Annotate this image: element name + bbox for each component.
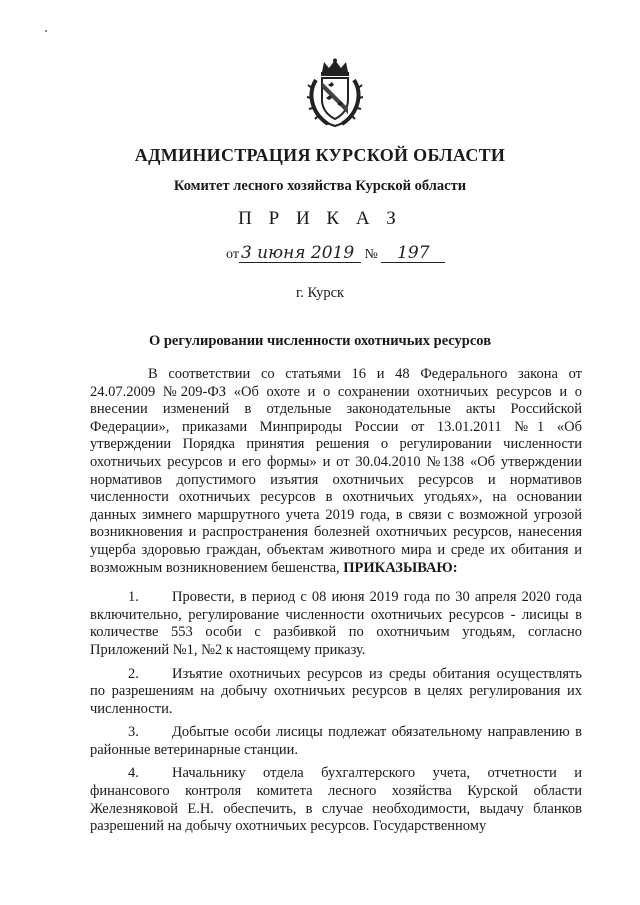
order-item [90, 666, 582, 719]
preamble-text: В соответствии со статьями 16 и 48 Федерального закона от 24.07.2009 №209-ФЗ «Об охоте и о сохранении охотничьих ресурсов и о внесении изменений в отдельные законодательные акты Российской Федерации», приказами Минприроды России от 13.01.2011 №1 «Об утверждении Порядка принятия решения о регулировании численности охотничьих ресурсов и его формы» и от 30.04.2010 №138 «Об утверждении нормативов допустимого изъятия охотничьих ресурсов и нормативов численности охотничьих ресурсов в охотничьих угодьях», на основании данных зимнего маршрутного учета 2019 года, в связи с возможной угрозой возникновения и распространения болезней охотничьих ресурсов, нанесения ущерба здоровью граждан, объектам животного мира и среде их обитания и возможным возникновением бешенства, [90, 366, 582, 576]
handwritten-date: 3 июня 2019 [239, 244, 361, 263]
order-body [90, 366, 582, 842]
scan-speck [45, 30, 47, 32]
order-item [90, 765, 582, 835]
city: г. Курск [295, 285, 345, 301]
item-number: 1. [128, 589, 139, 606]
date-prefix: от [226, 247, 239, 262]
document-type: П Р И К А З [238, 208, 402, 229]
organization-title: АДМИНИСТРАЦИЯ КУРСКОЙ ОБЛАСТИ [134, 145, 506, 165]
number-sign: № [364, 247, 378, 262]
order-subject: О регулировании численности охотничьих ресурсов [148, 333, 492, 349]
date-number-line [226, 244, 445, 263]
order-item [90, 589, 582, 659]
item-number: 2. [128, 665, 139, 682]
item-text: Добытые особи лисицы подлежат обязательному направлению в районные ветеринарные станции. [90, 724, 582, 758]
item-number: 3. [128, 724, 139, 741]
item-text: Начальнику отдела бухгалтерского учета, отчетности и финансового контроля комитета лесного хозяйства Курской области Железняковой Е.Н. обеспечить, в случае необходимости, выдачу бланков разрешений на добычу охотничьих ресурсов. Государственному [90, 765, 582, 835]
item-number: 4. [128, 765, 139, 782]
handwritten-number: 197 [381, 244, 445, 263]
item-text: Провести, в период с 08 июня 2019 года по 30 апреля 2020 года включительно, регулирование численности охотничьих ресурсов - лисицы в количестве 553 особи с разбивкой по охотничьим угодьям, согласно Приложений №1, №2 к настоящему приказу. [90, 589, 582, 658]
kursk-coat-of-arms-icon [306, 58, 364, 128]
order-command: ПРИКАЗЫВАЮ: [343, 559, 458, 576]
item-text: Изъятие охотничьих ресурсов из среды обитания осуществлять по разрешениям на добычу охотничьих ресурсов в целях регулирования их численности. [90, 665, 582, 717]
preamble-paragraph [90, 366, 582, 577]
order-items [90, 589, 582, 836]
committee-name: Комитет лесного хозяйства Курской области [173, 178, 467, 194]
order-item [90, 724, 582, 759]
